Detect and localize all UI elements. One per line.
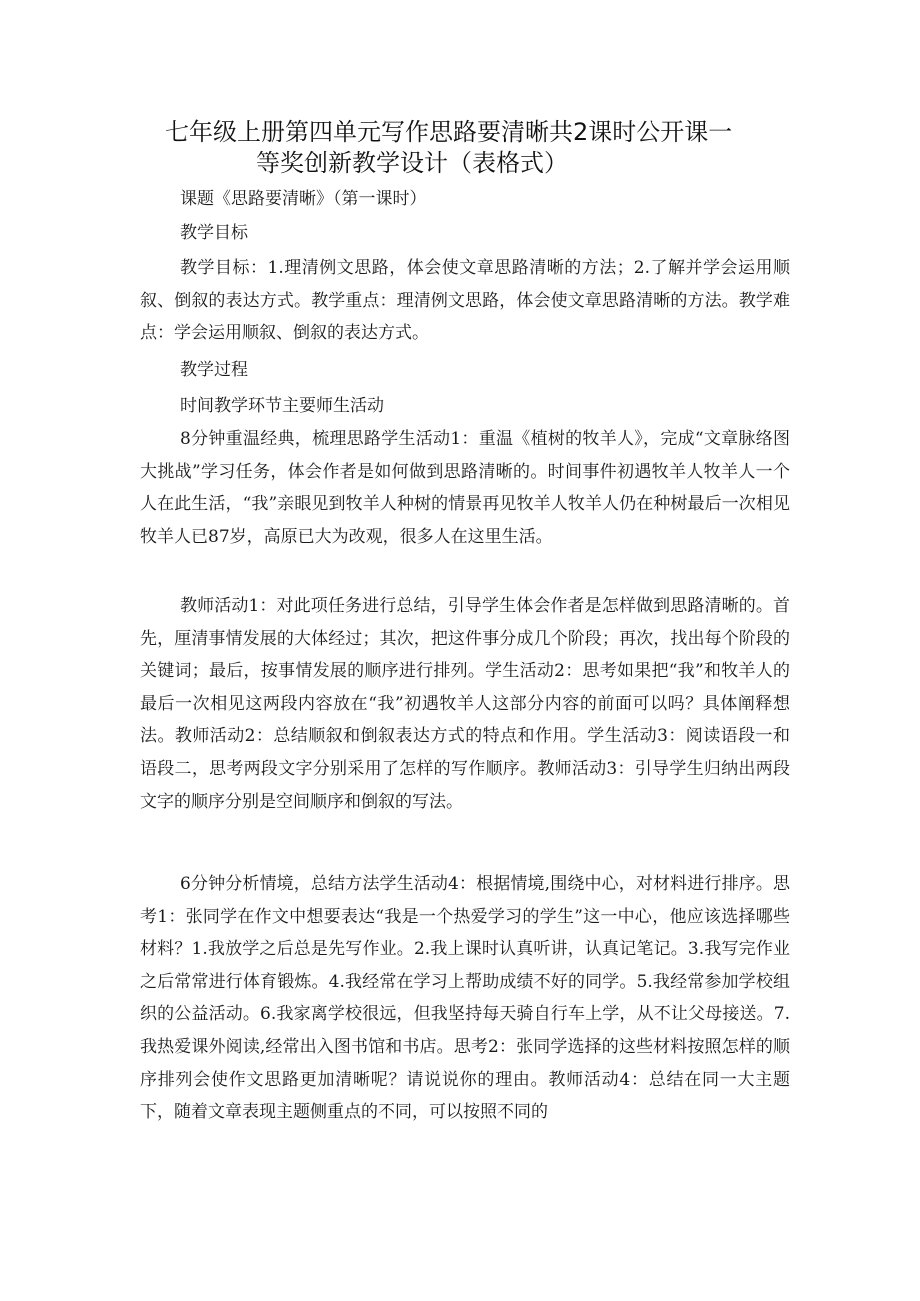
course-title: 课题《思路要清晰》（第一课时）	[180, 189, 427, 209]
section-2-paragraph: 6分钟分析情境，总结方法学生活动4：根据情境,围绕中心，对材料进行排序。思考1：张同学在作文中想要表达“我是一个热爱学习的学生”这一中心，他应该选择哪些材料？1.我放学之后总是先写作业。2.我上课时认真听讲，认真记笔记。3.我写完作业之后常常进行体育锻炼。4.我经常在学习上帮助成绩不好的同学。5.我经常参加学校组织的公益活动。6.我家离学校很远，但我坚持每天骑自行车上学，从不让父母接送。7.我热爱课外阅读,经常出入图书馆和书店。思考2：张同学选择的这些材料按照怎样的顺序排列会使作文思路更加清晰呢？请说说你的理由。教师活动4：总结在同一大主题下，随着文章表现主题侧重点的不同，可以按照不同的	[140, 874, 790, 1123]
document-title-line-2: 等奖创新教学设计（表格式）	[256, 149, 568, 177]
process-heading: 教学过程	[180, 360, 248, 380]
document-title-line-1: 七年级上册第四单元写作思路要清晰共2课时公开课一	[165, 118, 733, 146]
goals-heading: 教学目标	[180, 223, 248, 243]
goals-paragraph: 教学目标：1.理清例文思路，体会使文章思路清晰的方法；2.了解并学会运用顺叙、倒叙的表达方式。教学重点：理清例文思路，体会使文章思路清晰的方法。教学难点：学会运用顺叙、倒叙的表达方式。	[140, 258, 790, 344]
table-header-text: 时间教学环节主要师生活动	[180, 396, 384, 416]
section-1-paragraph: 8分钟重温经典，梳理思路学生活动1：重温《植树的牧羊人》，完成“文章脉络图大挑战”学习任务，体会作者是如何做到思路清晰的。时间事件初遇牧羊人牧羊人一个人在此生活，“我”亲眼见到牧羊人种树的情景再见牧羊人牧羊人仍在种树最后一次相见牧羊人已87岁，高原已大为改观，很多人在这里生活。	[140, 429, 790, 547]
teacher-activity-paragraph: 教师活动1：对此项任务进行总结，引导学生体会作者是怎样做到思路清晰的。首先，厘清事情发展的大体经过；其次，把这件事分成几个阶段；再次，找出每个阶段的关键词；最后，按事情发展的顺序进行排列。学生活动2：思考如果把“我”和牧羊人的最后一次相见这两段内容放在“我”初遇牧羊人这部分内容的前面可以吗？具体阐释想法。教师活动2：总结顺叙和倒叙表达方式的特点和作用。学生活动3：阅读语段一和语段二，思考两段文字分别采用了怎样的写作顺序。教师活动3：引导学生归纳出两段文字的顺序分别是空间顺序和倒叙的写法。	[140, 596, 790, 812]
